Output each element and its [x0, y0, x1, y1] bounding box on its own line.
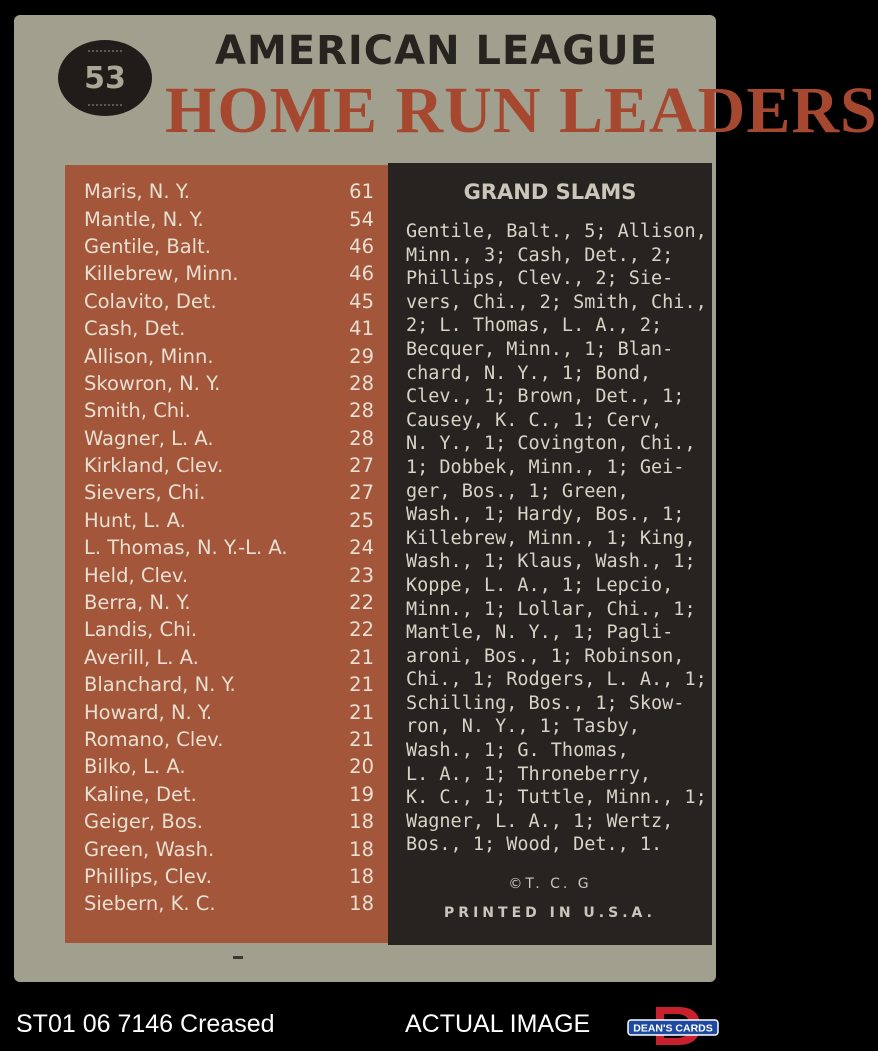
leader-name: Averill, L. A.	[84, 645, 199, 669]
leader-home-runs: 18	[349, 810, 374, 834]
leader-home-runs: 28	[349, 371, 374, 395]
leader-name: Green, Wash.	[84, 837, 215, 861]
card-number-badge	[58, 40, 152, 116]
leader-home-runs: 28	[349, 426, 374, 450]
leader-row	[84, 561, 374, 588]
leader-home-runs: 20	[349, 755, 374, 779]
leader-name: Maris, N. Y.	[84, 180, 190, 204]
leader-row	[84, 589, 374, 616]
grand-slams-line: Wagner, L. A., 1; Wertz,	[406, 810, 674, 832]
grand-slams-line: ron, N. Y., 1; Tasby,	[406, 716, 640, 738]
leader-name: Bilko, L. A.	[84, 755, 186, 779]
leader-name: Howard, N. Y.	[84, 700, 213, 724]
leader-row	[84, 315, 374, 342]
leader-home-runs: 54	[349, 207, 374, 231]
grand-slams-line: 1; Dobbek, Minn., 1; Gei-	[406, 456, 685, 478]
leader-row	[84, 507, 374, 534]
logo-text: DEAN'S CARDS	[633, 1022, 713, 1035]
leader-home-runs: 21	[349, 728, 374, 751]
leader-home-runs: 23	[349, 563, 374, 587]
leader-row	[84, 835, 374, 862]
leader-row	[84, 890, 374, 917]
grand-slams-line: Bos., 1; Wood, Det., 1.	[406, 834, 663, 856]
card-scuff-mark	[233, 956, 243, 959]
leader-home-runs: 22	[349, 618, 374, 642]
leader-row	[84, 753, 374, 780]
leader-home-runs: 21	[349, 645, 374, 669]
leader-row	[84, 260, 374, 287]
leader-row	[84, 288, 374, 315]
leader-home-runs: 22	[349, 591, 374, 615]
leader-name: Skowron, N. Y.	[84, 371, 221, 395]
leader-name: Berra, N. Y.	[84, 591, 191, 615]
leader-home-runs: 19	[349, 782, 374, 806]
leader-row	[84, 425, 374, 452]
leader-home-runs: 25	[349, 508, 374, 532]
leader-name: Siebern, K. C.	[84, 892, 216, 916]
leader-name: Hunt, L. A.	[84, 508, 186, 532]
leader-row	[84, 863, 374, 890]
leader-name: Allison, Minn.	[84, 344, 214, 368]
leader-name: Kaline, Det.	[84, 782, 197, 806]
leader-row	[84, 370, 374, 397]
grand-slams-line: N. Y., 1; Covington, Chi.,	[406, 433, 696, 455]
leader-row	[84, 534, 374, 561]
grand-slams-line: Phillips, Clev., 2; Sie-	[406, 268, 674, 290]
leader-row	[84, 233, 374, 260]
leader-name: Sievers, Chi.	[84, 481, 206, 505]
leader-row	[84, 616, 374, 643]
grand-slams-line: Minn., 1; Lollar, Chi., 1;	[406, 598, 696, 620]
leader-name: Phillips, Clev.	[84, 864, 212, 888]
leader-name: Mantle, N. Y.	[84, 207, 204, 231]
card-number: 53	[84, 60, 126, 96]
leader-row	[84, 178, 374, 205]
leader-name: Smith, Chi.	[84, 399, 191, 423]
grand-slams-line: Killebrew, Minn., 1; King,	[406, 527, 696, 549]
grand-slams-line: 2; L. Thomas, L. A., 2;	[406, 315, 663, 337]
printed-in-text: PRINTED IN U.S.A.	[444, 905, 656, 921]
leader-home-runs: 18	[349, 864, 374, 888]
card-title: HOME RUN LEADERS	[165, 74, 878, 147]
leader-home-runs: 27	[349, 481, 374, 505]
leader-name: Blanchard, N. Y.	[84, 673, 236, 697]
leader-row	[84, 342, 374, 369]
grand-slams-line: Wash., 1; Klaus, Wash., 1;	[406, 551, 696, 573]
grand-slams-line: Causey, K. C., 1; Cerv,	[406, 409, 663, 431]
grand-slams-line: Clev., 1; Brown, Det., 1;	[406, 386, 685, 408]
leader-home-runs: 24	[349, 536, 374, 560]
grand-slams-line: Minn., 3; Cash, Det., 2;	[406, 244, 674, 266]
grand-slams-line: Becquer, Minn., 1; Blan-	[406, 338, 674, 360]
grand-slams-line: Chi., 1; Rodgers, L. A., 1;	[406, 669, 707, 691]
leader-home-runs: 21	[349, 673, 374, 697]
grand-slams-line: Koppe, L. A., 1; Lepcio,	[406, 574, 674, 596]
grand-slams-title: GRAND SLAMS	[463, 180, 637, 204]
leader-home-runs: 29	[349, 344, 374, 368]
grand-slams-line: vers, Chi., 2; Smith, Chi.,	[406, 291, 707, 313]
leader-name: Gentile, Balt.	[84, 234, 211, 258]
leader-row	[84, 397, 374, 424]
leader-name: Kirkland, Clev.	[84, 454, 224, 478]
leader-name: L. Thomas, N. Y.-L. A.	[84, 536, 288, 560]
leader-home-runs: 21	[349, 700, 374, 724]
leader-home-runs: 46	[349, 262, 374, 286]
grand-slams-line: Schilling, Bos., 1; Skow-	[406, 692, 685, 714]
grand-slams-line: Gentile, Balt., 5; Allison,	[406, 221, 707, 242]
league-title: AMERICAN LEAGUE	[215, 28, 658, 74]
leader-name: Landis, Chi.	[84, 618, 198, 642]
leader-name: Wagner, L. A.	[84, 426, 214, 450]
leader-name: Killebrew, Minn.	[84, 262, 239, 286]
grand-slams-line: ger, Bos., 1; Green,	[406, 480, 629, 502]
leader-row	[84, 781, 374, 808]
grand-slams-line: aroni, Bos., 1; Robinson,	[406, 645, 685, 667]
leader-home-runs: 18	[349, 837, 374, 861]
leader-row	[84, 671, 374, 698]
leader-name: Held, Clev.	[84, 563, 189, 587]
grand-slams-line: Wash., 1; G. Thomas,	[406, 740, 629, 762]
leader-row	[84, 808, 374, 835]
grand-slams-line: K. C., 1; Tuttle, Minn., 1;	[406, 787, 707, 809]
leader-name: Romano, Clev.	[84, 728, 224, 751]
leader-name: Cash, Det.	[84, 317, 186, 341]
copyright-text: ©T. C. G	[508, 876, 592, 892]
leader-name: Geiger, Bos.	[84, 810, 203, 834]
inventory-caption: ST01 06 7146 Creased	[16, 1010, 275, 1038]
deans-cards-logo	[626, 1005, 720, 1047]
grand-slams-line: Mantle, N. Y., 1; Pagli-	[406, 622, 674, 644]
grand-slams-text	[406, 220, 707, 857]
leader-home-runs: 45	[349, 289, 374, 313]
leader-row	[84, 698, 374, 725]
leader-name: Colavito, Det.	[84, 289, 217, 313]
leader-home-runs: 27	[349, 454, 374, 478]
leader-row	[84, 452, 374, 479]
leader-row	[84, 726, 374, 753]
leader-row	[84, 644, 374, 671]
leader-home-runs: 46	[349, 234, 374, 258]
leader-home-runs: 41	[349, 317, 374, 341]
leader-home-runs: 61	[349, 180, 374, 204]
leader-row	[84, 479, 374, 506]
grand-slams-line: L. A., 1; Throneberry,	[406, 763, 652, 785]
leader-row	[84, 205, 374, 232]
leader-home-runs: 28	[349, 399, 374, 423]
actual-image-caption: ACTUAL IMAGE	[405, 1010, 591, 1038]
grand-slams-line: chard, N. Y., 1; Bond,	[406, 362, 652, 384]
grand-slams-line: Wash., 1; Hardy, Bos., 1;	[406, 504, 685, 526]
leader-home-runs: 18	[349, 892, 374, 916]
leaders-list	[84, 178, 374, 918]
